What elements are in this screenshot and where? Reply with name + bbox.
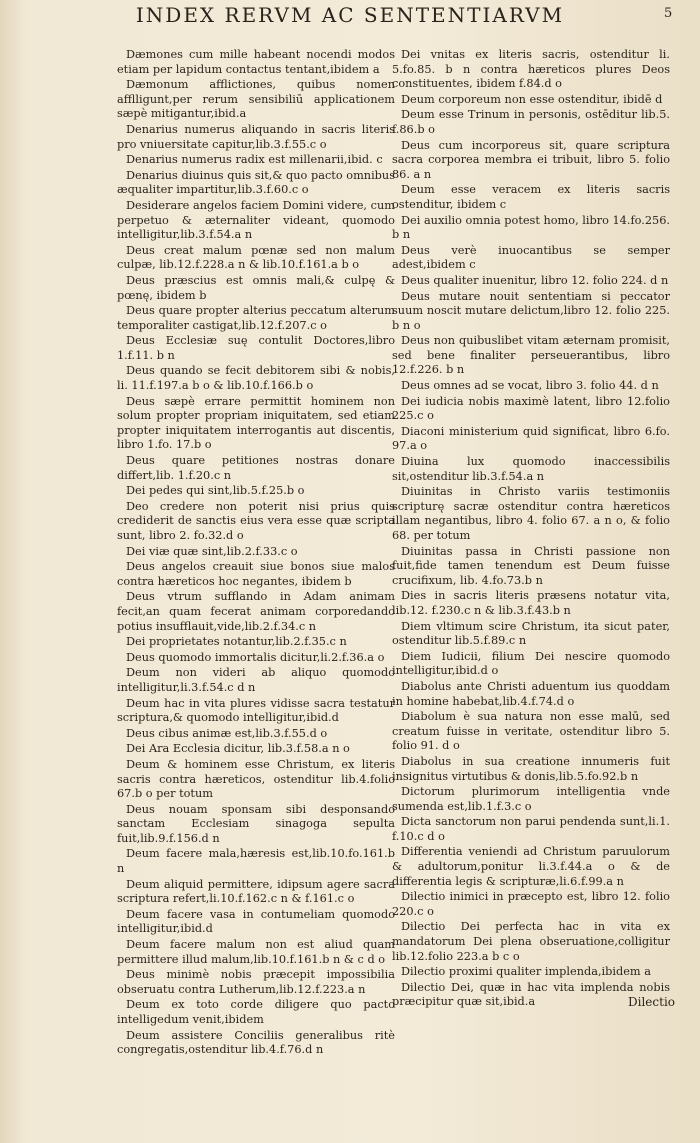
index-entry: Dilectio inimici in præcepto est, libro 12. folio 220.c o	[392, 890, 670, 918]
index-entry: Dei proprietates notantur,lib.2.f.35.c n	[126, 635, 347, 649]
index-entry: Dicta sanctorum non parui pendenda sunt,li.1. f.10.c d o	[392, 815, 670, 843]
index-entry: Deus Ecclesiæ suę contulit Doctores,libro 1.f.11. b n	[117, 334, 395, 362]
index-entry: Dei viæ quæ sint,lib.2.f.33.c o	[126, 544, 298, 558]
index-entry: Deus creat malum pœnæ sed non malum culpæ, lib.12.f.228.a n & lib.10.f.161.a b o	[117, 243, 395, 272]
index-entry: Deus angelos creauit siue bonos siue malos contra hæreticos hoc negantes, ibidem b	[117, 560, 395, 588]
index-entry: Deum facere mala,hæresis est,lib.10.fo.161.b n	[117, 847, 395, 876]
index-entry: Deus cibus animæ est,lib.3.f.55.d o	[126, 726, 328, 740]
index-entry: Deus quando se fecit debitorem sibi & nobis, li. 11.f.197.a b o & lib.10.f.166.b o	[117, 364, 395, 393]
index-entry: Deus quomodo immortalis dicitur,li.2.f.36.a o	[126, 650, 385, 664]
index-entry: Deum & hominem esse Christum, ex literis sacris contra hæreticos, ostenditur lib.4.folio 67.b o per totum	[117, 757, 395, 801]
index-column-right	[392, 48, 670, 1011]
index-entry: Deum aliquid permittere, idipsum agere sacra scriptura refert,li.10.f.162.c n & f.161.c o	[117, 877, 395, 906]
index-entry: Deus minimè nobis præcepit impossibilia obseruatu contra Lutherum,lib.12.f.223.a n	[117, 968, 395, 996]
index-entry: Deum ex toto corde diligere quo pacto intelligedum venit,ibidem	[117, 998, 395, 1026]
index-entry: Dilectio Dei perfecta hac in vita ex mandatorum Dei plena obseruatione,colligitur lib.12.folio 223.a b c o	[392, 920, 670, 963]
index-entry: Diem Iudicii, filium Dei nescire quomodo intelligitur,ibid.d o	[392, 649, 670, 678]
index-entry: Deus quare petitiones nostras donare differt,lib. 1.f.20.c n	[117, 454, 395, 482]
index-entry: Dei pedes qui sint,lib.5.f.25.b o	[126, 484, 305, 498]
index-entry: Denarius numerus radix est millenarii,ibid. c	[126, 153, 383, 167]
index-entry: Diuina lux quomodo inaccessibilis sit,ostenditur lib.3.f.54.a n	[392, 455, 670, 483]
index-entry: Deum esse veracem ex literis sacris ostenditur, ibidem c	[392, 183, 670, 211]
index-entry: Deus cum incorporeus sit, quare scriptura sacra corporea membra ei tribuit, libro 5. folio 86. a n	[392, 138, 670, 181]
index-entry: Dei vnitas ex literis sacris, ostenditur li. 5.fo.85. b n contra hæreticos plures Deos constituentes, ibidem f.84.d o	[392, 48, 670, 91]
index-entry: Deum assistere Conciliis generalibus ritè congregatis,ostenditur lib.4.f.76.d n	[117, 1028, 395, 1057]
index-entry: Deus non quibuslibet vitam æternam promisit, sed bene finaliter perseuerantibus, libro 12.f.226. b n	[392, 334, 670, 377]
index-entry: Deum facere malum non est aliud quam permittere illud malum,lib.10.f.161.b n & c d o	[117, 938, 395, 966]
index-entry: Dei auxilio omnia potest homo, libro 14.fo.256. b n	[392, 213, 670, 242]
index-entry: Deus verè inuocantibus se semper adest,ibidem c	[392, 243, 670, 272]
index-entry: Dæmonum afflictiones, quibus nomen afflligunt,per rerum sensibiliū applicationem sæpè mitigantur,ibid.a	[117, 78, 395, 121]
index-entry: Deus vtrum sufflando in Adam animam fecit,an quam fecerat animam corporedando potius insufflauit,vide,lib.2.f.34.c n	[117, 590, 395, 633]
index-entry: Deus præscius est omnis mali,& culpę & pœnę, ibidem b	[117, 273, 395, 302]
index-entry: Dies in sacris literis præsens notatur vita, lib.12. f.230.c n & lib.3.f.43.b n	[392, 589, 670, 617]
index-entry: Deum corporeum non esse ostenditur, ibidē d	[401, 92, 663, 106]
index-entry: Dilectio proximi qualiter implenda,ibidem a	[401, 965, 651, 979]
catchword: Dilectio	[628, 995, 676, 1009]
index-entry: Denarius numerus aliquando in sacris literis pro vniuersitate capitur,lib.3.f.55.c o	[117, 122, 395, 151]
index-entry: Deum hac in vita plures vidisse sacra testatur scriptura,& quomodo intelligitur,ibid.d	[117, 696, 395, 725]
folio-number: 5	[664, 6, 673, 21]
index-entry: Dei iudicia nobis maximè latent, libro 12.folio 225.c o	[392, 394, 670, 423]
index-entry: Diabolus ante Christi aduentum ius quoddam in homine habebat,lib.4.f.74.d o	[392, 679, 670, 708]
index-entry: Diabolus in sua creatione innumeris fuit insignitus virtutibus & donis,lib.5.fo.92.b n	[392, 754, 670, 783]
index-entry: Deo credere non poterit nisi prius quis crediderit de sanctis eius vera esse quæ scripta sunt, libro 2. fo.32.d o	[117, 499, 395, 542]
index-entry: Deus sæpè errare permittit hominem non solum propter propriam iniquitatem, sed etiam propter iniquitatem interrogantis aut discentis, libro 1.fo. 17.b o	[117, 394, 395, 452]
index-entry: Deus quare propter alterius peccatum alterum temporaliter castigat,lib.12.f.207.c o	[117, 304, 395, 332]
index-entry: Deus qualiter inuenitur, libro 12. folio 224. d n	[401, 273, 669, 287]
index-entry: Denarius diuinus quis sit,& quo pacto omnibus æqualiter impartitur,lib.3.f.60.c o	[117, 168, 395, 197]
index-entry: Diabolum è sua natura non esse malū, sed creatum fuisse in veritate, ostenditur libro 5. folio 91. d o	[392, 710, 670, 753]
index-entry: Diaconi ministerium quid significat, libro 6.fo. 97.a o	[392, 424, 670, 453]
index-entry: Diem vltimum scire Christum, ita sicut pater, ostenditur lib.5.f.89.c n	[392, 619, 670, 648]
index-entry: Diuinitas passa in Christi passione non fuit,fide tamen tenendum est Deum fuisse crucifixum, lib. 4.fo.73.b n	[392, 544, 670, 587]
index-entry: Deum non videri ab aliquo quomodo intelligitur,li.3.f.54.c d n	[117, 666, 395, 694]
index-entry: Deus nouam sponsam sibi desponsando sanctam Ecclesiam sinagoga sepulta fuit,lib.9.f.156.d n	[117, 802, 395, 845]
index-entry: Deus mutare nouit sententiam si peccator suum noscit mutare delictum,libro 12. folio 225. b n o	[392, 289, 670, 332]
index-entry: Dictorum plurimorum intelligentia vnde sumenda est,lib.1.f.3.c o	[392, 785, 670, 813]
index-entry: Desiderare angelos faciem Domini videre, cum perpetuo & æternaliter videant, quomodo intelligitur,lib.3.f.54.a n	[117, 198, 395, 242]
running-header: INDEX RERVM AC SENTENTIARVM	[135, 3, 565, 27]
index-entry: Dei Ara Ecclesia dicitur, lib.3.f.58.a n o	[126, 742, 350, 756]
index-entry: Differentia veniendi ad Christum paruulorum & adultorum,ponitur li.3.f.44.a o & de differentia legis & scripturæ,li.6.f.99.a n	[392, 845, 670, 888]
index-entry: Deum esse Trinum in personis, ostēditur lib.5. f.86.b o	[392, 108, 670, 136]
index-entry: Dæmones cum mille habeant nocendi modos etiam per lapidum contactus tentant,ibidem a	[117, 48, 395, 76]
index-entry: Deum facere vasa in contumeliam quomodo intelligitur,ibid.d	[117, 907, 395, 936]
index-column-left	[117, 48, 395, 1059]
index-entry: Deus omnes ad se vocat, libro 3. folio 44. d n	[401, 379, 659, 393]
index-entry: Dilectio Dei, quæ in hac vita implenda nobis præcipitur quæ sit,ibid.a	[392, 980, 670, 1009]
index-entry: Diuinitas in Christo variis testimoniis scripturę sacræ ostenditur contra hæreticos illam negantibus, libro 4. folio 67. a n o, & folio 68. per totum	[392, 485, 670, 542]
